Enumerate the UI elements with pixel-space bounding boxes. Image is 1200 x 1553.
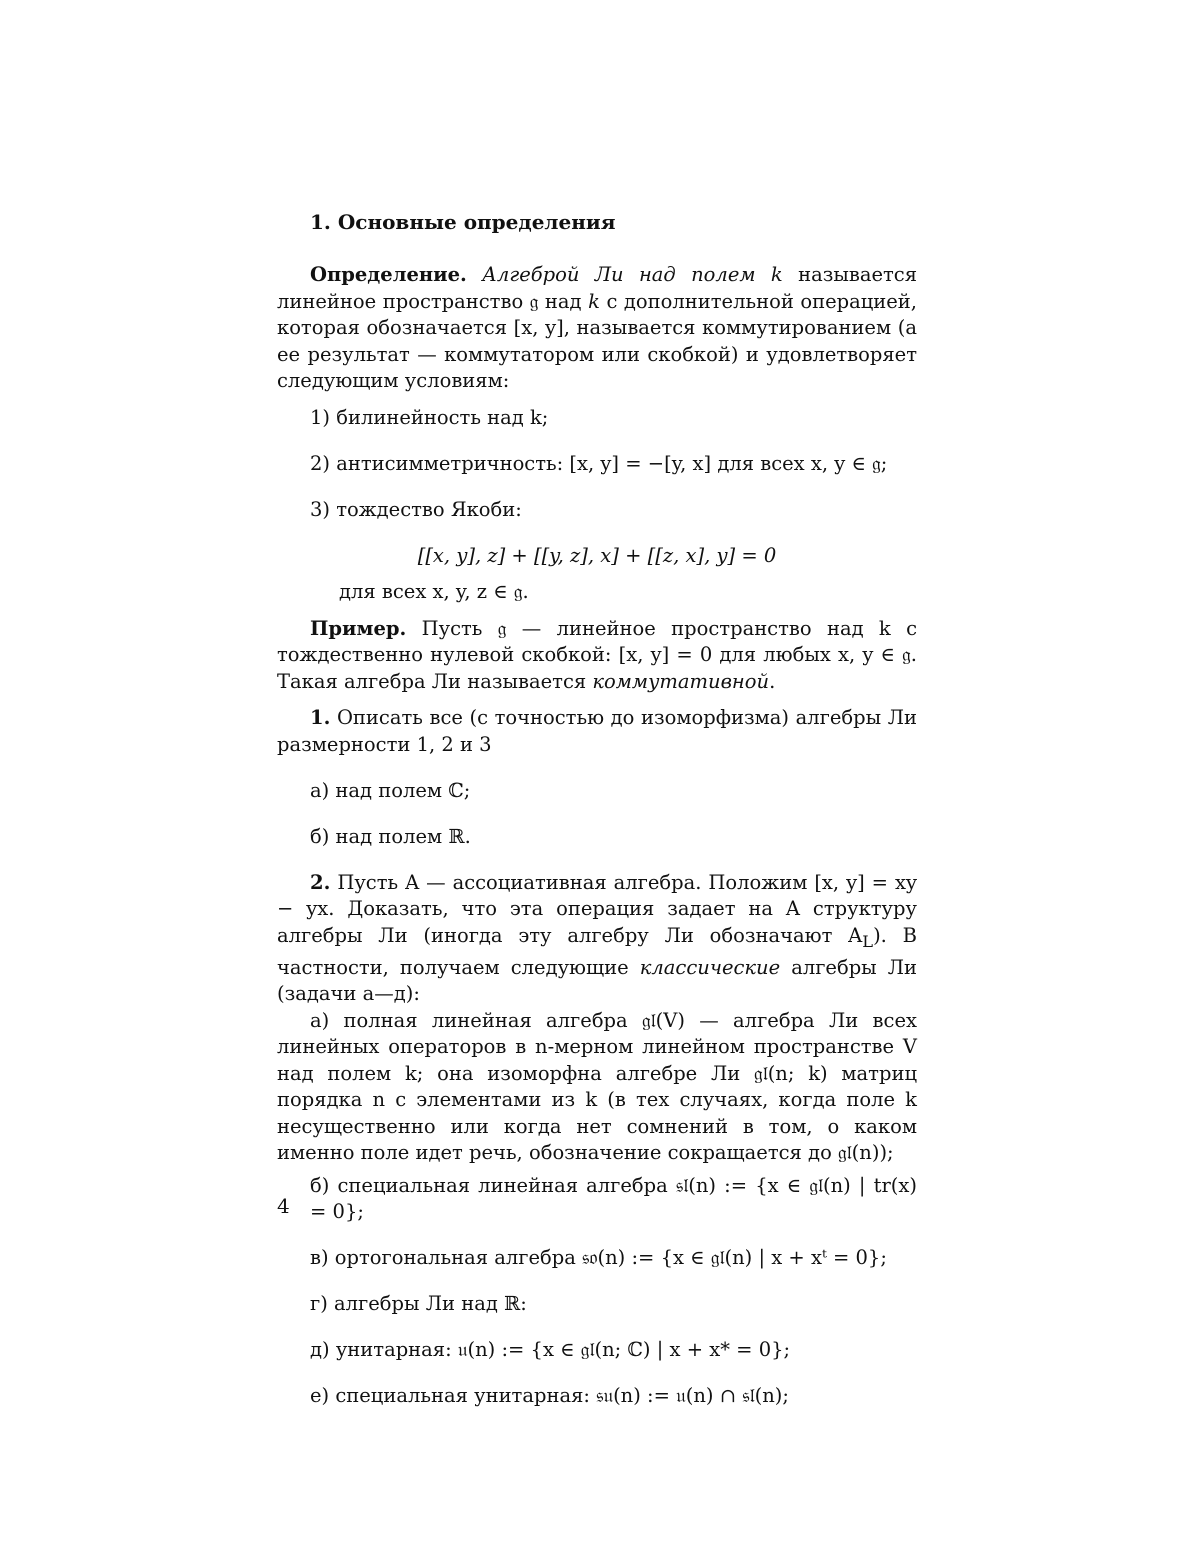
- example-end: .: [769, 669, 776, 693]
- definition-text-1: называется линейное пространство: [277, 263, 918, 313]
- problem-2-sub-l: L: [862, 931, 874, 951]
- problem-2-number: 2.: [310, 870, 331, 894]
- problem-2-item-d: д) унитарная: 𝔲(n) := {x ∈ 𝔤𝔩(n; ℂ) | x + x* = 0};: [310, 1338, 791, 1362]
- problem-2-item-b: б) специальная линейная алгебра 𝔰𝔩(n) := {x ∈ 𝔤𝔩(n) | tr(x) = 0};: [310, 1173, 917, 1224]
- problem-2-text-1: Пусть A — ассоциативная алгебра. Положим [x, y] = xy − yx. Доказать, что эта операция задает на A структуру алгебры Ли (иногда эту алгебру Ли обозначают A: [277, 870, 917, 947]
- definition-label: Определение.: [310, 263, 467, 286]
- definition-term: Алгеброй Ли над полем: [482, 263, 756, 286]
- definition-text-3: с дополнительной операцией, которая обозначается: [277, 289, 918, 339]
- definition-text-4: , называется коммутированием (а ее результат — коммутатором или скобкой) и удовлетворяет следующим условиям:: [277, 316, 917, 392]
- definition-text-2: над: [538, 289, 589, 313]
- problem-2: [277, 870, 917, 1008]
- problem-2-item-e: е) специальная унитарная: 𝔰𝔲(n) := 𝔲(n) ∩ 𝔰𝔩(n);: [310, 1384, 789, 1408]
- problem-2-item-a: а) полная линейная алгебра 𝔤𝔩(V) — алгебра Ли всех линейных операторов в n-мерном линейном пространстве V над полем k; она изоморфна алгебре Ли 𝔤𝔩(n; k) матриц порядка n с элементами из k (в тех случаях, когда поле k несущественно или когда нет сомнений в том, о каком именно поле идет речь, обозначение сокращается до 𝔤𝔩(n));: [277, 1008, 917, 1165]
- example-text: Пусть 𝔤 — линейное пространство над k с тождественно нулевой скобкой: [x, y] = 0 для любых x, y ∈ 𝔤. Такая алгебра Ли называется: [277, 616, 917, 693]
- definition-g-symbol: 𝔤: [529, 289, 539, 313]
- jacobi-formula: [[x, y], z] + [[y, z], x] + [[z, x], y] = 0: [417, 543, 777, 567]
- condition-1: 1) билинейность над k;: [310, 405, 549, 429]
- problem-2-text-2: ). В частности, получаем следующие: [277, 923, 917, 979]
- problem-1-text: Описать все (с точностью до изоморфизма) алгебры Ли размерности 1, 2 и 3: [277, 706, 917, 756]
- page-number: 4: [277, 1194, 290, 1218]
- definition-var-k: k: [770, 263, 783, 286]
- example-label: Пример.: [310, 616, 407, 640]
- example-paragraph: [277, 616, 917, 696]
- problem-2-term: классические: [639, 955, 781, 979]
- condition-3: 3) тождество Якоби:: [310, 497, 522, 521]
- definition-paragraph: [277, 262, 917, 395]
- problem-1-item-a: а) над полем ℂ;: [310, 778, 471, 802]
- definition-bracket: [x, y]: [513, 316, 564, 339]
- problem-2-text-3: алгебры Ли (задачи а—д):: [277, 955, 917, 1006]
- condition-2: 2) антисимметричность: [x, y] = −[y, x] для всех x, y ∈ 𝔤;: [310, 451, 888, 475]
- problem-1-item-b: б) над полем ℝ.: [310, 824, 471, 848]
- definition-var-k-2: k: [588, 289, 600, 313]
- problem-1: [277, 705, 917, 758]
- page-content: [277, 206, 917, 1429]
- problem-2-item-g: г) алгебры Ли над ℝ:: [310, 1292, 527, 1316]
- jacobi-suffix: для всех x, y, z ∈ 𝔤.: [339, 580, 529, 603]
- problem-2-item-v: в) ортогональная алгебра 𝔰𝔬(n) := {x ∈ 𝔤𝔩(n) | x + xᵗ = 0};: [310, 1246, 887, 1270]
- problem-1-number: 1.: [310, 706, 331, 729]
- example-term: коммутативной: [592, 669, 770, 693]
- section-title: 1. Основные определения: [310, 210, 616, 234]
